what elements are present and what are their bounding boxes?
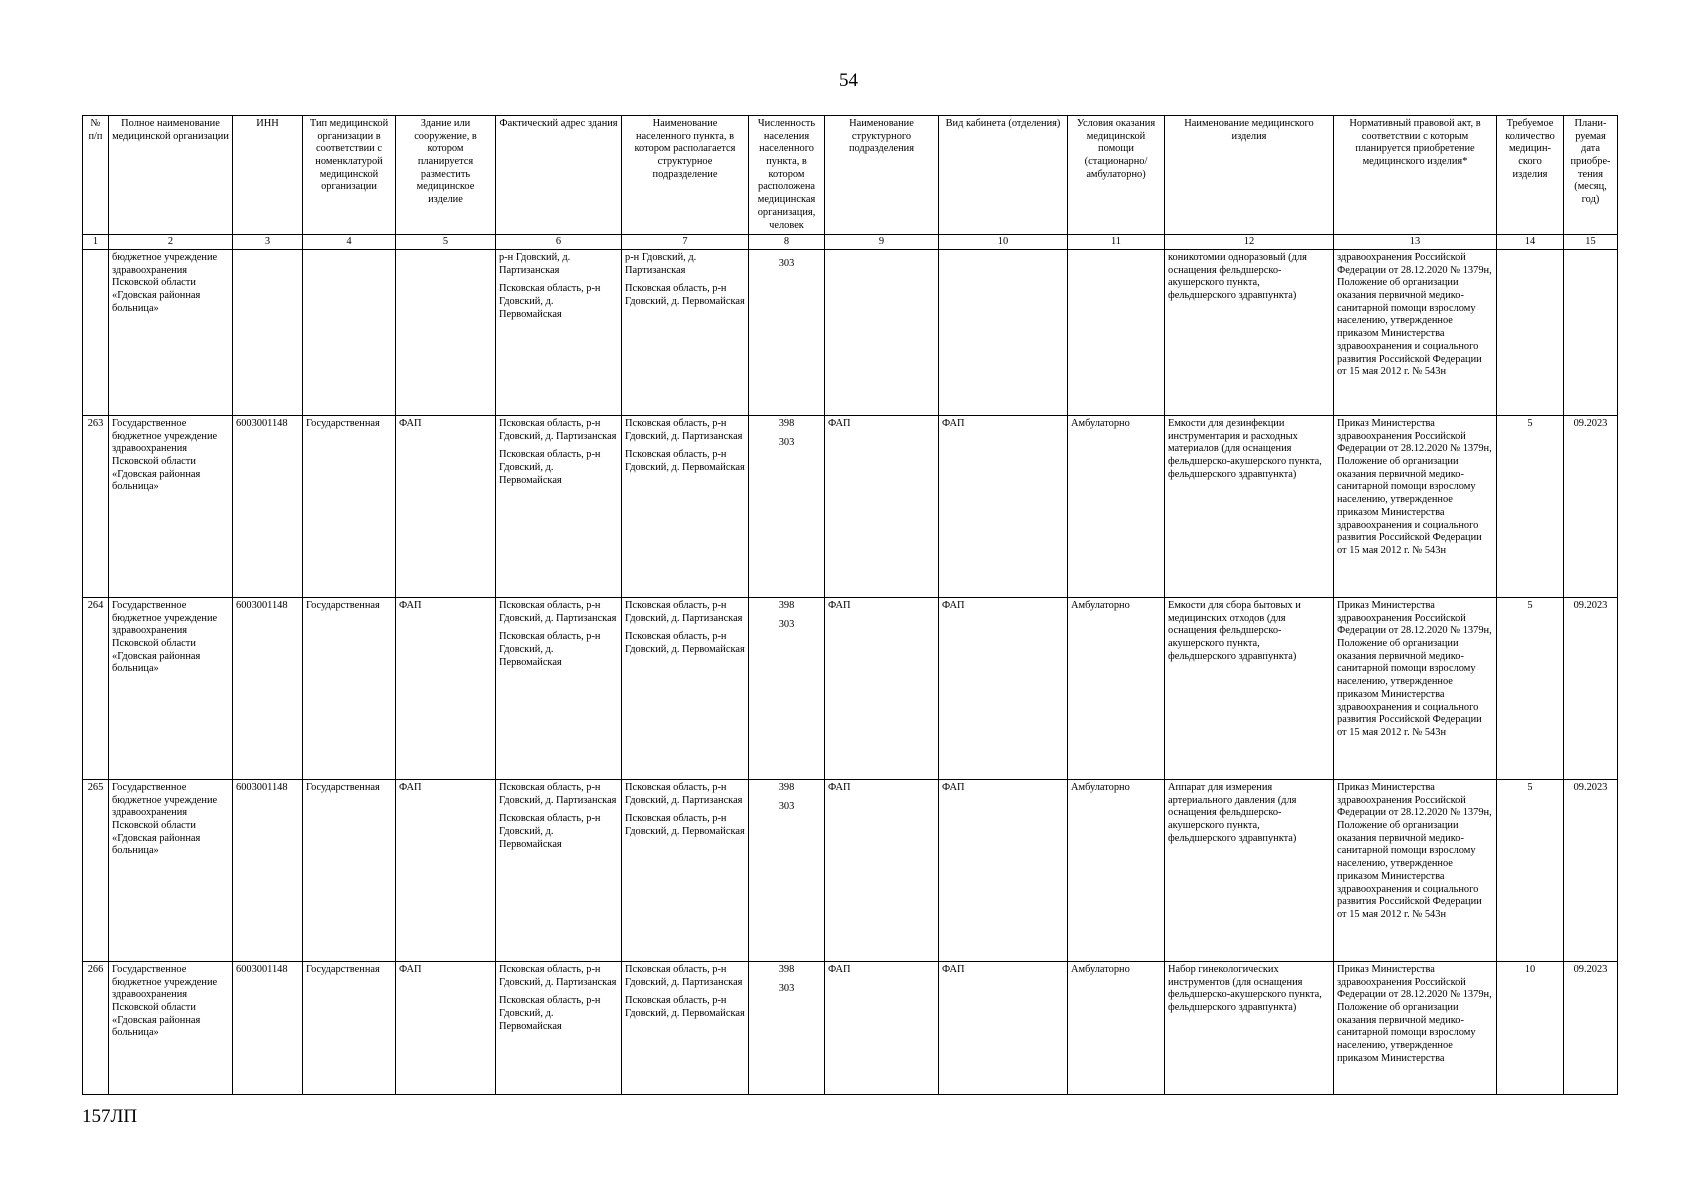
cell-act: Приказ Министерства здравоохранения Российской Федерации от 28.12.2020 № 1379н, Положение об организации оказания первичной медико-санитарной помощи взрослому населению, утвержденное приказом Министерства [1334,962,1497,1095]
cell-conditions: Амбулаторно [1068,962,1165,1095]
cell-population: 303 [749,250,825,416]
cell-inn: 6003001148 [233,780,303,962]
column-header: Полное наименование медицинской организации [109,116,233,235]
cell-device: Аппарат для измерения артериального давления (для оснащения фельдшерско-акушерского пункта, фельдшерского здравпункта) [1165,780,1334,962]
cell-inn [233,250,303,416]
cell-settlement: Псковская область, р-н Гдовский, д. Партизанская Псковская область, р-н Гдовский, д. Первомайская [622,598,749,780]
column-header: Требуемое количество медицин-ского изделия [1497,116,1564,235]
column-number: 13 [1334,235,1497,250]
cell-unit: ФАП [825,416,939,598]
column-header: № п/п [83,116,109,235]
column-header: Плани-руемая дата приобре-тения (месяц, год) [1564,116,1618,235]
cell-settlement: Псковская область, р-н Гдовский, д. Партизанская Псковская область, р-н Гдовский, д. Первомайская [622,962,749,1095]
table-row [83,598,1618,780]
header-row [83,116,1618,235]
cell-qty: 10 [1497,962,1564,1095]
cell-address: Псковская область, р-н Гдовский, д. Партизанская Псковская область, р-н Гдовский, д. Первомайская [496,416,622,598]
cell-inn: 6003001148 [233,416,303,598]
column-number-row [83,235,1618,250]
cell-building: ФАП [396,780,496,962]
cell-device: Емкости для сбора бытовых и медицинских отходов (для оснащения фельдшерско-акушерского пункта, фельдшерского здравпункта) [1165,598,1334,780]
cell-num: 264 [83,598,109,780]
column-header: Наименование структурного подразделения [825,116,939,235]
cell-qty: 5 [1497,780,1564,962]
cell-cabinet: ФАП [939,416,1068,598]
table-row [83,962,1618,1095]
cell-cabinet: ФАП [939,962,1068,1095]
column-number: 15 [1564,235,1618,250]
cell-inn: 6003001148 [233,598,303,780]
column-number: 14 [1497,235,1564,250]
cell-type: Государственная [303,416,396,598]
cell-act: здравоохранения Российской Федерации от 28.12.2020 № 1379н, Положение об организации оказания первичной медико-санитарной помощи взрослому населению, утвержденное приказом Министерства здравоохранения и социального развития Российской Федерации от 15 мая 2012 г. № 543н [1334,250,1497,416]
cell-num: 263 [83,416,109,598]
cell-population: 398 303 [749,598,825,780]
column-number: 2 [109,235,233,250]
cell-num: 266 [83,962,109,1095]
cell-cabinet [939,250,1068,416]
cell-device: Набор гинекологических инструментов (для оснащения фельдшерско-акушерского пункта, фельдшерского здравпункта) [1165,962,1334,1095]
cell-num [83,250,109,416]
column-header: Фактический адрес здания [496,116,622,235]
cell-qty: 5 [1497,598,1564,780]
cell-act: Приказ Министерства здравоохранения Российской Федерации от 28.12.2020 № 1379н, Положение об организации оказания первичной медико-санитарной помощи взрослому населению, утвержденное приказом Министерства здравоохранения и социального развития Российской Федерации от 15 мая 2012 г. № 543н [1334,416,1497,598]
cell-act: Приказ Министерства здравоохранения Российской Федерации от 28.12.2020 № 1379н, Положение об организации оказания первичной медико-санитарной помощи взрослому населению, утвержденное приказом Министерства здравоохранения и социального развития Российской Федерации от 15 мая 2012 г. № 543н [1334,598,1497,780]
column-header: Здание или сооружение, в котором планируется разместить медицинское изделие [396,116,496,235]
column-header: Наименование медицинского изделия [1165,116,1334,235]
cell-conditions: Амбулаторно [1068,416,1165,598]
column-number: 3 [233,235,303,250]
cell-unit [825,250,939,416]
column-header: Вид кабинета (отделения) [939,116,1068,235]
cell-population: 398 303 [749,780,825,962]
column-header: Условия оказания медицинской помощи (стационарно/ амбулаторно) [1068,116,1165,235]
column-number: 9 [825,235,939,250]
cell-num: 265 [83,780,109,962]
column-number: 4 [303,235,396,250]
cell-org: Государственное бюджетное учреждение здравоохранения Псковской области «Гдовская районная больница» [109,416,233,598]
column-header: ИНН [233,116,303,235]
cell-conditions: Амбулаторно [1068,598,1165,780]
column-number: 1 [83,235,109,250]
cell-building [396,250,496,416]
column-header: Тип медицинской организации в соответствии с номенклатурой медицинской организации [303,116,396,235]
column-number: 10 [939,235,1068,250]
column-number: 7 [622,235,749,250]
cell-conditions: Амбулаторно [1068,780,1165,962]
table-row [83,416,1618,598]
cell-type [303,250,396,416]
cell-building: ФАП [396,416,496,598]
equipment-table [82,115,1618,1095]
column-number: 8 [749,235,825,250]
cell-address: Псковская область, р-н Гдовский, д. Партизанская Псковская область, р-н Гдовский, д. Первомайская [496,598,622,780]
cell-unit: ФАП [825,962,939,1095]
cell-population: 398 303 [749,962,825,1095]
cell-qty: 5 [1497,416,1564,598]
cell-address: Псковская область, р-н Гдовский, д. Партизанская Псковская область, р-н Гдовский, д. Первомайская [496,962,622,1095]
cell-cabinet: ФАП [939,598,1068,780]
cell-building: ФАП [396,598,496,780]
cell-unit: ФАП [825,598,939,780]
cell-conditions [1068,250,1165,416]
cell-org: Государственное бюджетное учреждение здравоохранения Псковской области «Гдовская районная больница» [109,598,233,780]
cell-unit: ФАП [825,780,939,962]
document-code: 157ЛП [82,1106,138,1127]
column-number: 12 [1165,235,1334,250]
cell-inn: 6003001148 [233,962,303,1095]
cell-device: Емкости для дезинфекции инструментария и расходных материалов (для оснащения фельдшерско-акушерского пункта, фельдшерского здравпункта) [1165,416,1334,598]
cell-act: Приказ Министерства здравоохранения Российской Федерации от 28.12.2020 № 1379н, Положение об организации оказания первичной медико-санитарной помощи взрослому населению, утвержденное приказом Министерства здравоохранения и социального развития Российской Федерации от 15 мая 2012 г. № 543н [1334,780,1497,962]
table-row [83,780,1618,962]
cell-date: 09.2023 [1564,416,1618,598]
cell-date: 09.2023 [1564,598,1618,780]
column-number: 11 [1068,235,1165,250]
cell-org: бюджетное учреждение здравоохранения Псковской области «Гдовская районная больница» [109,250,233,416]
cell-settlement: Псковская область, р-н Гдовский, д. Партизанская Псковская область, р-н Гдовский, д. Первомайская [622,780,749,962]
cell-address: р-н Гдовский, д. Партизанская Псковская область, р-н Гдовский, д. Первомайская [496,250,622,416]
cell-type: Государственная [303,598,396,780]
column-header: Численность населения населенного пункта, в котором расположена медицинская организация, человек [749,116,825,235]
cell-type: Государственная [303,962,396,1095]
cell-settlement: Псковская область, р-н Гдовский, д. Партизанская Псковская область, р-н Гдовский, д. Первомайская [622,416,749,598]
cell-building: ФАП [396,962,496,1095]
cell-cabinet: ФАП [939,780,1068,962]
cell-date: 09.2023 [1564,780,1618,962]
table-row-continuation [83,250,1618,416]
column-header: Наименование населенного пункта, в котором располагается структурное подразделение [622,116,749,235]
cell-org: Государственное бюджетное учреждение здравоохранения Псковской области «Гдовская районная больница» [109,962,233,1095]
cell-device: коникотомии одноразовый (для оснащения фельдшерско-акушерского пункта, фельдшерского здравпункта) [1165,250,1334,416]
cell-qty [1497,250,1564,416]
column-header: Нормативный правовой акт, в соответствии с которым планируется приобретение медицинского изделия* [1334,116,1497,235]
cell-date: 09.2023 [1564,962,1618,1095]
column-number: 6 [496,235,622,250]
cell-type: Государственная [303,780,396,962]
cell-settlement: р-н Гдовский, д. Партизанская Псковская область, р-н Гдовский, д. Первомайская [622,250,749,416]
cell-address: Псковская область, р-н Гдовский, д. Партизанская Псковская область, р-н Гдовский, д. Первомайская [496,780,622,962]
cell-population: 398 303 [749,416,825,598]
page-number: 54 [839,70,858,91]
cell-date [1564,250,1618,416]
cell-org: Государственное бюджетное учреждение здравоохранения Псковской области «Гдовская районная больница» [109,780,233,962]
column-number: 5 [396,235,496,250]
